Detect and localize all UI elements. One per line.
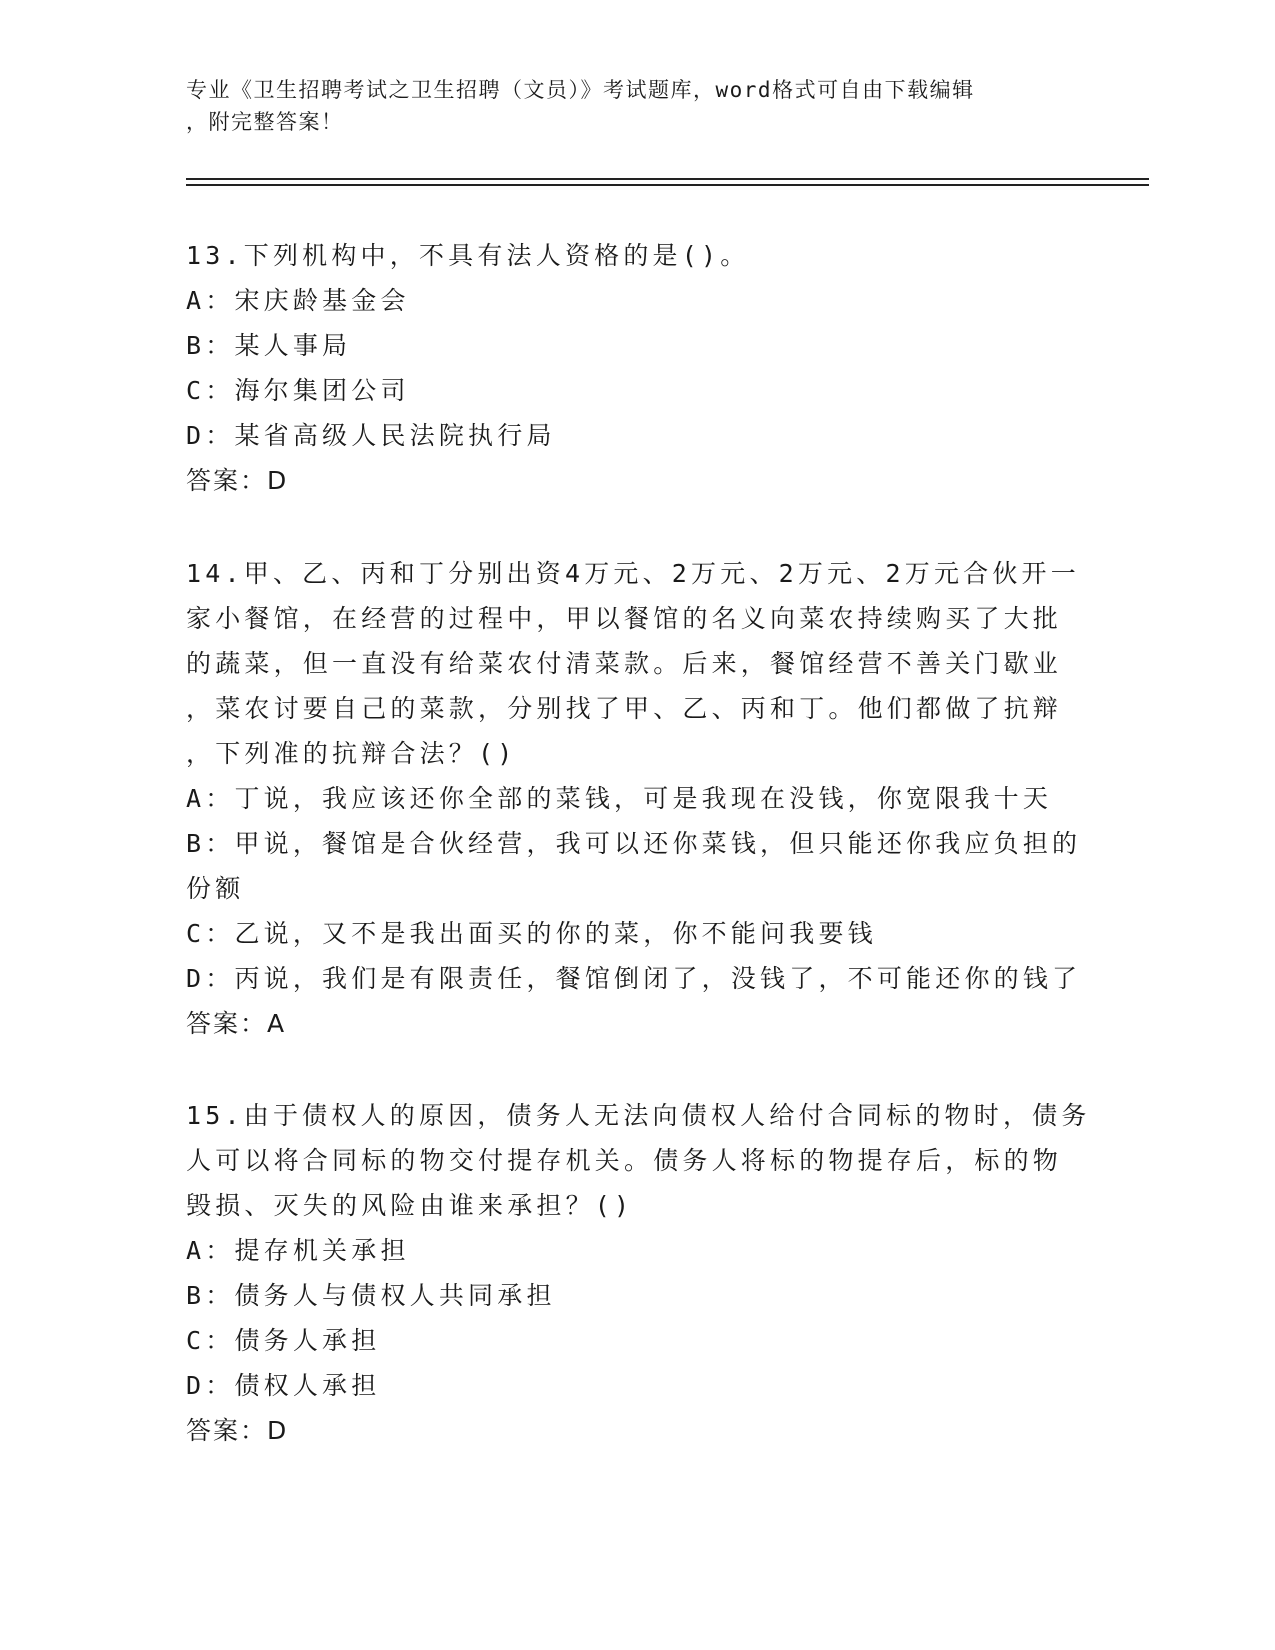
option-c: C：乙说，又不是我出面买的你的菜，你不能问我要钱 (186, 919, 877, 948)
document-header (186, 74, 1066, 138)
question-stem-line: 人可以将合同标的物交付提存机关。债务人将标的物提存后，标的物 (186, 1146, 1063, 1175)
header-divider-bottom (186, 184, 1149, 186)
question-stem-line: ，菜农讨要自己的菜款，分别找了甲、乙、丙和丁。他们都做了抗辩 (186, 694, 1063, 723)
question-stem-line: ，下列准的抗辩合法？() (186, 739, 517, 768)
option-a: A：丁说，我应该还你全部的菜钱，可是我现在没钱，你宽限我十天 (186, 784, 1053, 813)
header-line-2: ，附完整答案！ (186, 110, 344, 134)
question-stem-line: 的蔬菜，但一直没有给菜农付清菜款。后来，餐馆经营不善关门歇业 (186, 649, 1063, 678)
question-stem-line: 14.甲、乙、丙和丁分别出资4万元、2万元、2万元、2万元合伙开一 (186, 559, 1080, 588)
answer-label: 答案：D (186, 1416, 289, 1445)
option-c: C：债务人承担 (186, 1326, 381, 1355)
answer-label: 答案：D (186, 466, 289, 495)
header-divider-top (186, 178, 1149, 180)
answer-label: 答案：A (186, 1009, 287, 1038)
option-a: A：提存机关承担 (186, 1236, 410, 1265)
option-a: A：宋庆龄基金会 (186, 286, 410, 315)
option-b-continued: 份额 (186, 874, 245, 903)
option-b: B：甲说，餐馆是合伙经营，我可以还你菜钱，但只能还你我应负担的 (186, 829, 1082, 858)
option-b: B：债务人与债权人共同承担 (186, 1281, 556, 1310)
question-15 (186, 1093, 1091, 1453)
option-d: D：丙说，我们是有限责任，餐馆倒闭了，没钱了，不可能还你的钱了 (186, 964, 1082, 993)
question-14 (186, 551, 1086, 1046)
question-13 (186, 233, 1086, 503)
question-stem-line: 15.由于债权人的原因，债务人无法向债权人给付合同标的物时，债务 (186, 1101, 1091, 1130)
option-c: C：海尔集团公司 (186, 376, 410, 405)
option-b: B：某人事局 (186, 331, 352, 360)
question-stem: 13.下列机构中，不具有法人资格的是()。 (186, 241, 750, 270)
question-stem-line: 家小餐馆，在经营的过程中，甲以餐馆的名义向菜农持续购买了大批 (186, 604, 1063, 633)
option-d: D：某省高级人民法院执行局 (186, 421, 556, 450)
question-stem-line: 毁损、灭失的风险由谁来承担？() (186, 1191, 634, 1220)
header-line-1: 专业《卫生招聘考试之卫生招聘（文员）》考试题库，word格式可自由下载编辑 (186, 78, 975, 102)
option-d: D：债权人承担 (186, 1371, 381, 1400)
